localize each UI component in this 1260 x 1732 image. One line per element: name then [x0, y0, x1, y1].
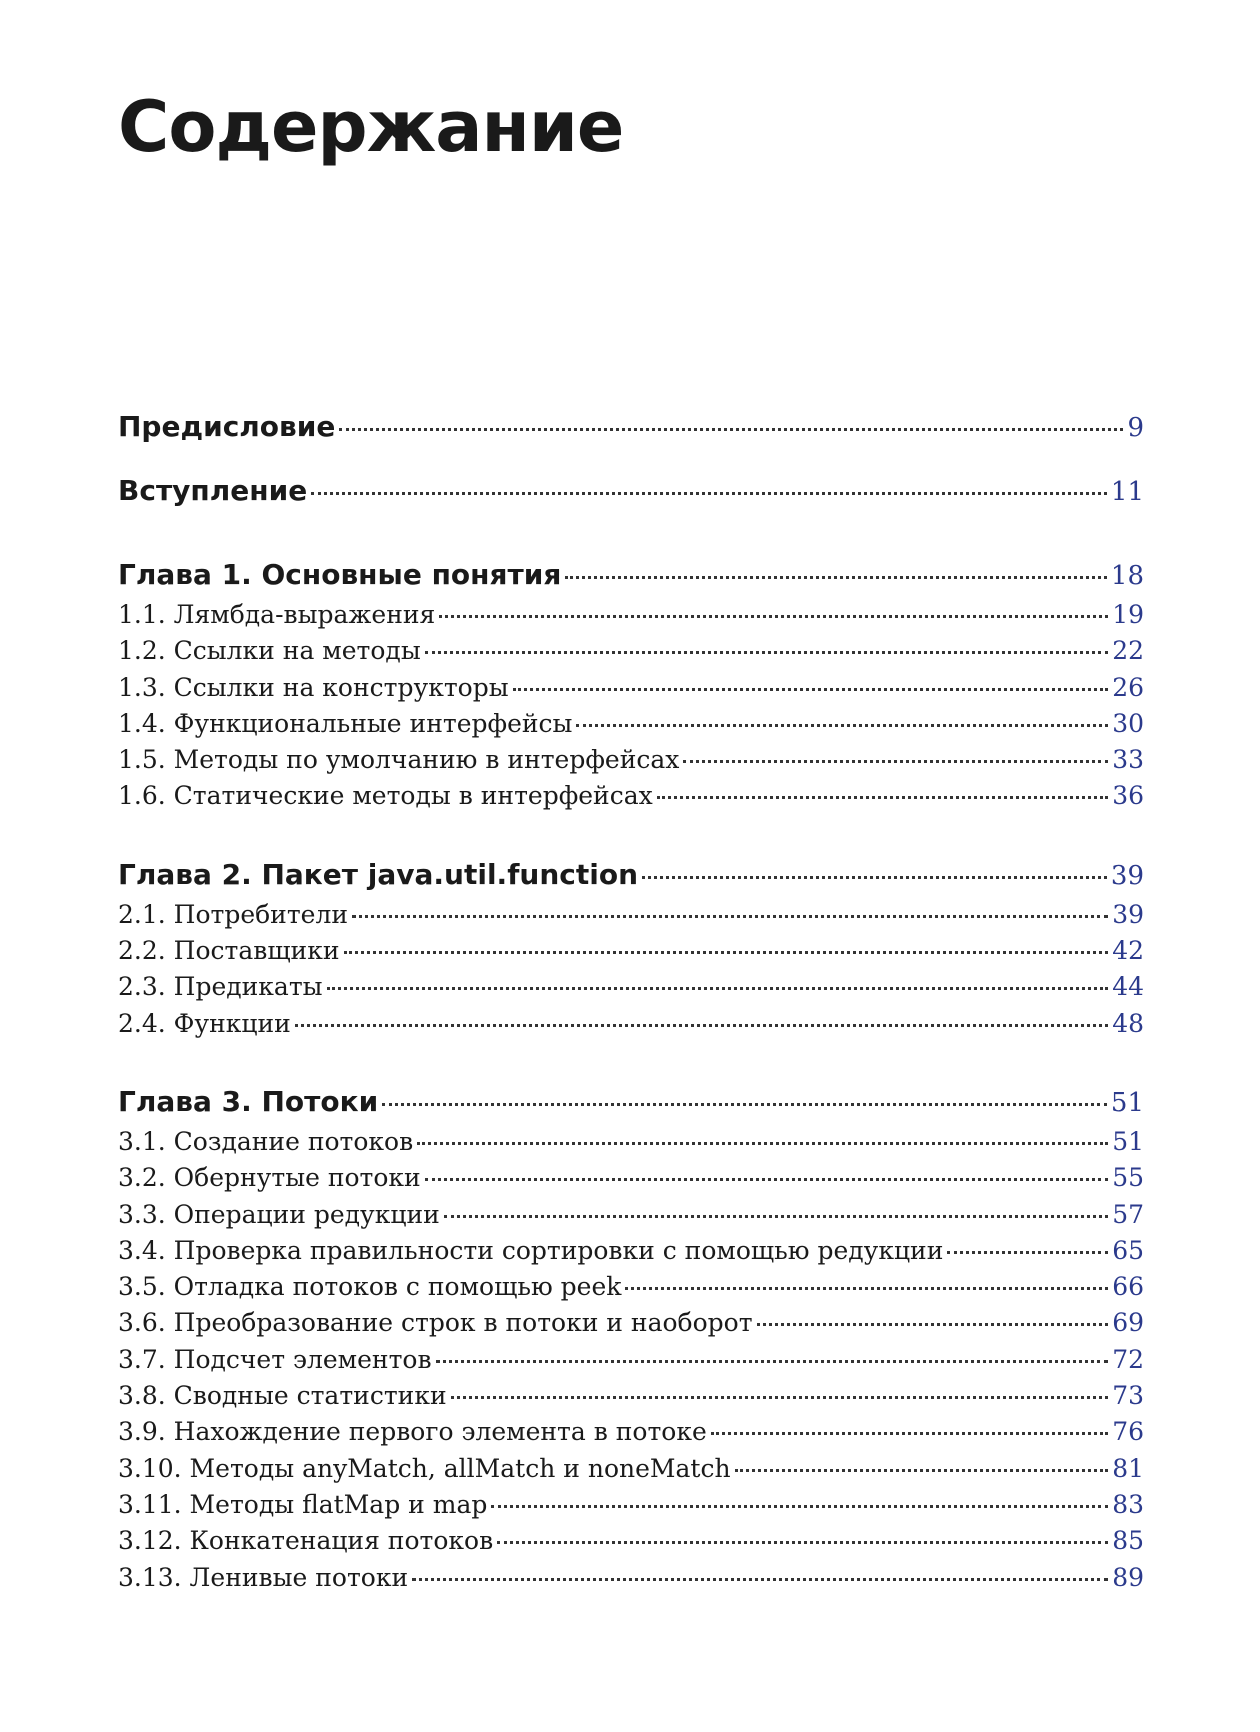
toc-section-label: 1.5. Методы по умолчанию в интерфейсах	[118, 745, 680, 775]
toc-section-page: 65	[1112, 1235, 1144, 1265]
dot-leader	[711, 1432, 1108, 1435]
toc-section-page: 39	[1112, 899, 1144, 929]
toc-section-label: 3.13. Ленивые потоки	[118, 1562, 409, 1592]
toc-entry-page: 9	[1127, 413, 1144, 443]
toc-section-page: 55	[1112, 1163, 1144, 1193]
toc-chapter-1[interactable]	[118, 558, 1144, 600]
toc-section-page: 19	[1112, 600, 1144, 629]
toc-chapter-label: Глава 1. Основные понятия	[118, 558, 562, 591]
toc-section-label: 1.6. Статические методы в интерфейсах	[118, 781, 653, 811]
dot-leader	[444, 1215, 1108, 1218]
toc-chapter-page: 51	[1110, 1087, 1144, 1118]
dot-leader	[352, 915, 1108, 918]
toc-section[interactable]	[118, 1163, 1144, 1199]
toc-section[interactable]	[118, 709, 1144, 745]
dot-leader	[642, 876, 1107, 879]
dot-leader	[947, 1251, 1108, 1254]
dot-leader	[735, 1469, 1109, 1472]
dot-leader	[295, 1024, 1108, 1027]
toc-section[interactable]	[118, 1236, 1144, 1272]
toc-section-label: 3.10. Методы anyMatch, allMatch и noneMatch	[118, 1453, 731, 1483]
page-title: Содержание	[118, 86, 624, 168]
toc-chapter-label: Глава 2. Пакет java.util.function	[118, 857, 638, 891]
dot-leader	[757, 1323, 1109, 1326]
toc-entry-intro[interactable]	[118, 474, 1144, 514]
toc-section-label: 3.9. Нахождение первого элемента в потоке	[118, 1417, 707, 1447]
dot-leader	[497, 1541, 1108, 1544]
toc-section-page: 36	[1112, 781, 1144, 811]
toc-section-page: 85	[1112, 1526, 1144, 1556]
dot-leader	[451, 1396, 1109, 1399]
dot-leader	[439, 615, 1108, 618]
toc-section[interactable]	[118, 600, 1144, 636]
toc-section-label: 1.2. Ссылки на методы	[118, 636, 421, 666]
dot-leader	[625, 1287, 1108, 1290]
toc-section-page: 83	[1112, 1489, 1144, 1519]
dot-leader	[425, 651, 1108, 654]
toc-chapter-2[interactable]	[118, 858, 1144, 900]
toc-section[interactable]	[118, 1272, 1144, 1308]
toc-section-page: 22	[1112, 636, 1144, 666]
toc-section-page: 76	[1112, 1417, 1144, 1447]
dot-leader	[344, 951, 1109, 954]
toc-section[interactable]	[118, 1009, 1144, 1045]
toc-entry-label: Вступление	[118, 474, 308, 507]
toc-section-label: 3.1. Создание потоков	[118, 1126, 414, 1156]
toc-section-label: 3.5. Отладка потоков с помощью peek	[118, 1272, 622, 1302]
toc-section-label: 3.7. Подсчет элементов	[118, 1344, 432, 1374]
toc-section-page: 33	[1112, 745, 1144, 775]
toc-section-label: 3.8. Сводные статистики	[118, 1381, 447, 1411]
toc-section-label: 3.4. Проверка правильности сортировки с помощью редукции	[118, 1235, 944, 1265]
toc-chapter-3[interactable]	[118, 1085, 1144, 1127]
dot-leader	[436, 1360, 1109, 1363]
toc-section[interactable]	[118, 1345, 1144, 1381]
toc-section-label: 1.3. Ссылки на конструкторы	[118, 672, 509, 702]
toc-section-page: 57	[1112, 1199, 1144, 1229]
toc-section-label: 1.1. Лямбда-выражения	[118, 600, 436, 629]
toc-section-page: 81	[1112, 1453, 1144, 1483]
dot-leader	[412, 1578, 1108, 1581]
toc-section-page: 69	[1112, 1308, 1144, 1338]
toc-section[interactable]	[118, 1490, 1144, 1526]
dot-leader	[417, 1142, 1108, 1145]
toc-section[interactable]	[118, 1563, 1144, 1599]
toc-chapter-page: 39	[1110, 860, 1144, 891]
toc-section-label: 1.4. Функциональные интерфейсы	[118, 708, 573, 738]
toc-section[interactable]	[118, 900, 1144, 936]
toc-chapter-page: 18	[1110, 561, 1144, 591]
toc-section-label: 3.3. Операции редукции	[118, 1199, 440, 1229]
toc-section-label: 3.6. Преобразование строк в потоки и наоборот	[118, 1308, 753, 1338]
toc-section[interactable]	[118, 1526, 1144, 1562]
dot-leader	[657, 796, 1108, 799]
toc-section-label: 3.11. Методы flatMap и map	[118, 1489, 488, 1519]
toc-section-label: 3.12. Конкатенация потоков	[118, 1526, 494, 1556]
toc-section[interactable]	[118, 1381, 1144, 1417]
toc-section[interactable]	[118, 673, 1144, 709]
toc-section[interactable]	[118, 636, 1144, 672]
toc-section[interactable]	[118, 1200, 1144, 1236]
dot-leader	[491, 1505, 1108, 1508]
toc-section[interactable]	[118, 936, 1144, 972]
toc-section-page: 30	[1112, 708, 1144, 738]
dot-leader	[576, 724, 1108, 727]
dot-leader	[425, 1178, 1108, 1181]
toc-entry-page: 11	[1110, 477, 1144, 507]
dot-leader	[683, 760, 1108, 763]
toc-section-page: 48	[1112, 1008, 1144, 1038]
dot-leader	[327, 987, 1109, 990]
toc-section-label: 2.4. Функции	[118, 1008, 291, 1038]
toc-section-label: 3.2. Обернутые потоки	[118, 1163, 421, 1193]
toc-section-page: 72	[1112, 1344, 1144, 1374]
toc-section-page: 44	[1112, 972, 1144, 1002]
toc-section[interactable]	[118, 781, 1144, 817]
toc-section[interactable]	[118, 972, 1144, 1008]
toc-entry-preface[interactable]	[118, 410, 1144, 450]
toc-section[interactable]	[118, 1308, 1144, 1344]
toc-section-page: 73	[1112, 1381, 1144, 1411]
toc-section[interactable]	[118, 1454, 1144, 1490]
toc-section-page: 89	[1112, 1562, 1144, 1592]
toc-section-page: 42	[1112, 936, 1144, 966]
dot-leader	[339, 428, 1123, 431]
toc-section[interactable]	[118, 745, 1144, 781]
toc-section-label: 2.1. Потребители	[118, 899, 349, 929]
toc-section-label: 2.2. Поставщики	[118, 936, 340, 966]
dot-leader	[513, 688, 1109, 691]
dot-leader	[565, 576, 1107, 579]
table-of-contents	[118, 410, 1144, 1599]
toc-entry-label: Предисловие	[118, 410, 336, 443]
toc-section-page: 51	[1112, 1126, 1144, 1156]
toc-section-page: 26	[1112, 672, 1144, 702]
toc-section[interactable]	[118, 1127, 1144, 1163]
dot-leader	[311, 492, 1107, 495]
toc-chapter-label: Глава 3. Потоки	[118, 1084, 379, 1118]
toc-section[interactable]	[118, 1417, 1144, 1453]
toc-section-page: 66	[1112, 1272, 1144, 1302]
dot-leader	[382, 1103, 1107, 1106]
toc-section-label: 2.3. Предикаты	[118, 972, 323, 1002]
